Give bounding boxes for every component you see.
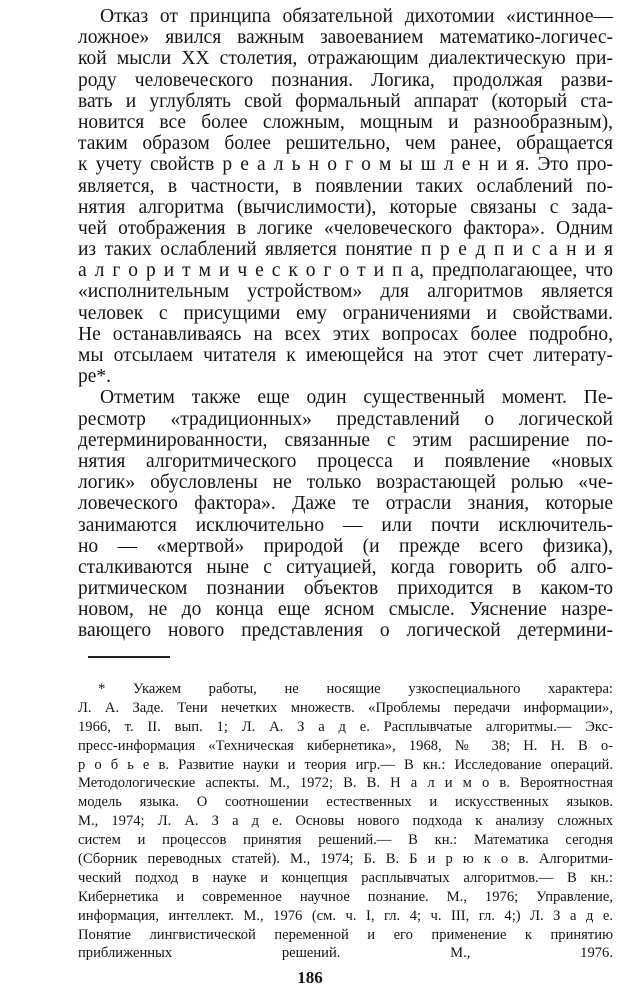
text-line: сталкиваются ныне с ситуацией, когда говорить об алго- [78, 556, 613, 578]
footnote-line: приближенных решений. М., 1976. [78, 945, 613, 962]
text-line: вать и углублять свой формальный аппарат (который ста- [78, 90, 613, 112]
text-line: нятия алгоритма (вычислимости), которые связаны с зада- [78, 196, 613, 218]
text-line: новом, не до конца еще ясном смысле. Уяснение назре- [78, 599, 613, 621]
text-line: ловеческого фактора». Даже те отрасли знания, которые [78, 493, 613, 515]
text-line: человек с присущими ему ограничениями и свойствами. [78, 302, 613, 324]
text-line: чей отображения в логике «человеческого фактора». Одним [78, 217, 613, 239]
footnote-divider [88, 656, 170, 658]
footnote-line: информация, интеллект. М., 1976 (см. ч. I, гл. 4; ч. III, гл. 4;) Л. З а д е. [78, 907, 613, 924]
footnote-line: модель языка. О соотношении естественных и искусственных языков. [78, 794, 613, 811]
text-line: Не останавливаясь на всех этих вопросах более подробно, [78, 323, 613, 345]
page-number: 186 [297, 968, 323, 987]
footnote-line: систем и процессов принятия решений.— В кн.: Математика сегодня [78, 832, 613, 849]
text-line: мы отсылаем читателя к имеющейся на этот счет литерату- [78, 345, 613, 366]
text-line: ре*. [78, 366, 112, 388]
text-line: нятия алгоритмического процесса и появление «новых [78, 450, 613, 472]
main-text [78, 6, 613, 642]
text-line: занимаются исключительно — или почти исключитель- [78, 514, 613, 536]
text-line: но — «мертвой» природой (и прежде всего физика), [78, 535, 613, 557]
text-line: а л г о р и т м и ч е с к о г о т и п а, предполагающее, что [78, 260, 613, 282]
footnote [78, 680, 613, 963]
footnote-line: пресс-информация «Техническая кибернетика», 1968, № 38; Н. Н. В о- [78, 737, 613, 754]
text-line: из таких ослаблений является понятие п р е д п и с а н и я [78, 239, 613, 261]
text-line: ритмическом познании объектов приходится в каком-то [78, 578, 613, 600]
text-line: к учету свойств р е а л ь н о г о м ы ш л е н и я. Это про- [78, 154, 613, 176]
footnote-line: 1966, т. II. вып. 1; Л. А. З а д е. Расплывчатые алгоритмы.— Экс- [78, 718, 613, 735]
footnote-line: М., 1974; Л. А. З а д е. Основы нового подхода к анализу сложных [78, 813, 613, 830]
footnote-line: (Сборник переводных статей). М., 1974; Б. В. Б и р ю к о в. Алгоритми- [78, 851, 613, 868]
text-line: ресмотр «традиционных» представлений о логической [78, 408, 613, 430]
text-line: логик» обусловлены не только возрастающей ролью «че- [78, 472, 613, 494]
footnote-line: Понятие лингвистической переменной и его применение к принятию [78, 926, 613, 943]
footnote-line: Л. А. Заде. Тени нечетких множеств. «Проблемы передачи информации», [78, 699, 613, 716]
text-line: ложное» явился важным завоеванием математико-логичес- [78, 27, 613, 49]
footnote-line: Кибернетика и современное научное познание. М., 1976; Управление, [78, 888, 613, 905]
text-line: Отказ от принципа обязательной дихотомии «истинное— [100, 6, 613, 27]
text-line: кой мысли XX столетия, отражающим диалектическую при- [78, 48, 613, 70]
text-line: таким образом более решительно, чем ранее, обращается [78, 133, 613, 155]
text-line: роду человеческого познания. Логика, продолжая разви- [78, 69, 613, 91]
footnote-line: р о б ь е в. Развитие науки и теория игр.— В кн.: Исследование операций. [78, 756, 613, 773]
text-line: «исполнительным устройством» для алгоритмов является [78, 281, 613, 303]
text-line: Отметим также еще один существенный момент. Пе- [100, 387, 613, 409]
footnote-line: * Укажем работы, не носящие узкоспециального характера: [98, 681, 613, 697]
text-line: является, в частности, в появлении таких ослаблений по- [78, 175, 613, 197]
text-line: новится все более сложным, мощным и разнообразным), [78, 111, 613, 133]
text-line: вающего нового представления о логической детермини- [78, 620, 613, 642]
text-line: детерминированности, связанные с этим расширение по- [78, 429, 613, 451]
footnote-line: Методологические аспекты. М., 1972; В. В. Н а л и м о в. Вероятностная [78, 775, 613, 792]
footnote-line: ческий подход в науке и концепция расплывчатых алгоритмов.— В кн.: [78, 869, 613, 886]
